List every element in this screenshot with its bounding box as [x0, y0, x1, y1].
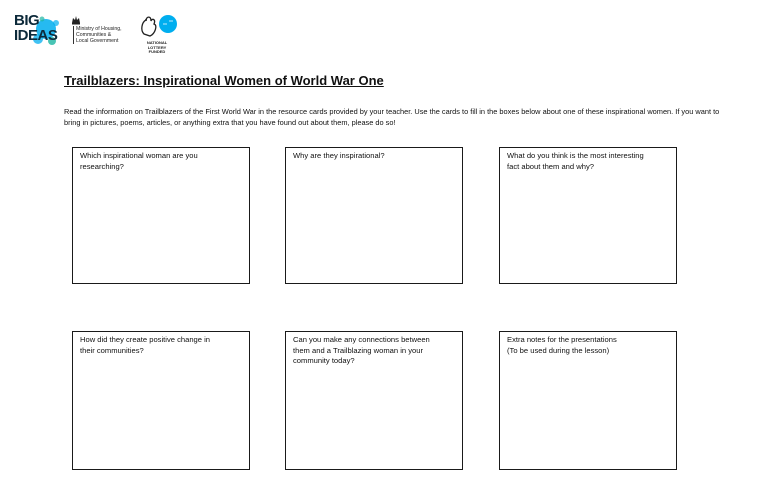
- answer-box-extra-notes[interactable]: [499, 331, 677, 470]
- box-question: What do you think is the most interesting fact about them and why?: [507, 151, 644, 171]
- answer-box-interesting-fact[interactable]: [499, 147, 677, 284]
- lottery-text: NATIONAL LOTTERY FUNDED: [146, 40, 168, 54]
- box-question: Which inspirational woman are you researching?: [80, 151, 198, 171]
- box-question: Why are they inspirational?: [293, 151, 385, 160]
- royal-crest-icon: [70, 14, 82, 25]
- lottery-fingers-icon: [138, 12, 178, 40]
- box-question: Can you make any connections between them and a Trailblazing woman in your community today?: [293, 335, 430, 365]
- page-title: Trailblazers: Inspirational Women of World War One: [64, 73, 384, 88]
- box-question: How did they create positive change in their communities?: [80, 335, 211, 355]
- big-ideas-line2: IDEAS: [14, 27, 58, 44]
- answer-box-woman[interactable]: [72, 147, 250, 284]
- big-ideas-line1: BIG: [14, 12, 40, 29]
- answer-box-why-inspirational[interactable]: [285, 147, 463, 284]
- answer-box-connections[interactable]: [285, 331, 463, 470]
- intro-paragraph: Read the information on Trailblazers of the First World War in the resource cards provided by your teacher. Use the cards to fill in the boxes below about one of these inspirational women. If you want to bring in pictures, poems, articles, or anything extra that you have found out about them, please do so!: [64, 107, 720, 127]
- big-ideas-logo: [14, 13, 58, 49]
- ministry-text: Ministry of Housing, Communities & Local Government: [73, 26, 122, 44]
- lottery-logo: [138, 12, 180, 54]
- answer-box-positive-change[interactable]: [72, 331, 250, 470]
- box-question: Extra notes for the presentations (To be used during the lesson): [507, 335, 617, 355]
